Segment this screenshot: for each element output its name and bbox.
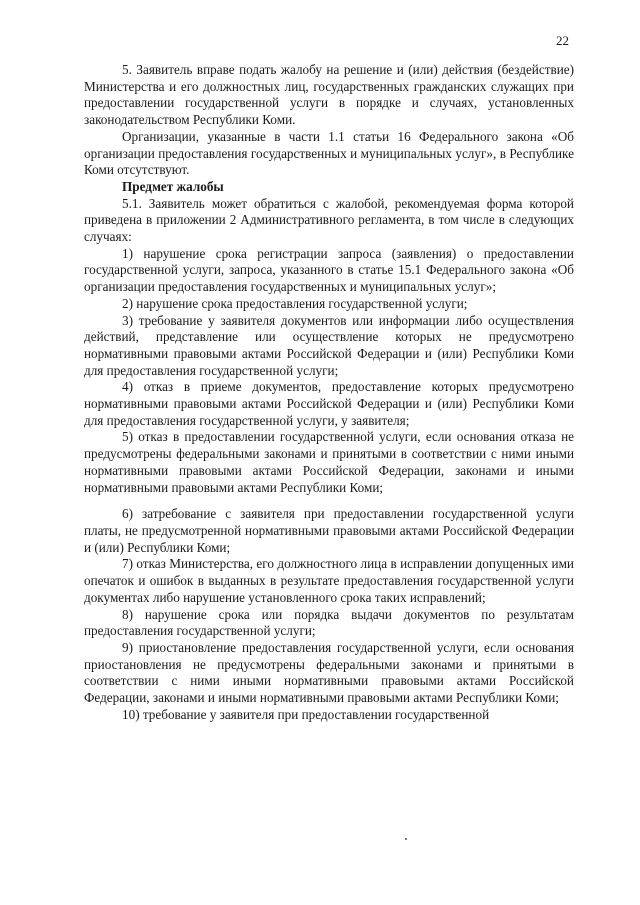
list-item-7: 7) отказ Министерства, его должностного лица в исправлении допущенных ими опечаток и ошибок в выданных в результате предоставления государственной услуги документах либо нарушение установленного срока таких исправлений;: [84, 556, 574, 605]
page-number: 22: [556, 33, 569, 48]
list-item-1: 1) нарушение срока регистрации запроса (заявления) о предоставлении государственной услуги, запроса, указанного в статье 15.1 Федерального закона «Об организации предоставления государственных и муниципальных услуг»;: [84, 245, 574, 295]
list-item-3: 3) требование у заявителя документов или информации либо осуществления действий, представление или осуществление которых не предусмотрено нормативными правовыми актами Российской Федерации и (или) Республики Коми для предоставления государственной услуги;: [84, 312, 574, 378]
list-item-8: 8) нарушение срока или порядка выдачи документов по результатам предоставления государственной услуги;: [84, 606, 574, 639]
list-item-2: 2) нарушение срока предоставления государственной услуги;: [122, 295, 468, 311]
list-item-4: 4) отказ в приеме документов, предоставление которых предусмотрено нормативными правовыми актами Российской Федерации и (или) Республики Коми для предоставления государственной услуги, у заявителя;: [84, 379, 574, 428]
list-item-5: 5) отказ в предоставлении государственной услуги, если основания отказа не предусмотрены федеральными законами и принятыми в соответствии с ними иными нормативными правовыми актами Российской Федерации, законами и иными нормативными правовыми актами Республики Коми;: [84, 429, 574, 495]
list-item-9: 9) приостановление предоставления государственной услуги, если основания приостановления не предусмотрены федеральными законами и принятыми в соответствии с ними иными нормативными правовыми актами Российской Федерации, законами и иными нормативными правовыми актами Республики Коми;: [84, 639, 574, 706]
document-body: [84, 62, 574, 723]
paragraph-appeal-right: 5. Заявитель вправе подать жалобу на решение и (или) действия (бездействие) Министерства и его должностных лиц, государственных гражданских служащих при предоставлении государственной услуги в порядке и случаях, установленных законодательством Республики Коми.: [84, 62, 574, 128]
section-heading: Предмет жалобы: [122, 178, 224, 194]
paragraph-organizations: Организации, указанные в части 1.1 статьи 16 Федерального закона «Об организации предоставления государственных и муниципальных услуг», в Республике Коми отсутствуют.: [84, 128, 574, 178]
list-item-10: 10) требование у заявителя при предоставлении государственной: [122, 706, 490, 722]
scan-speck: [405, 838, 407, 840]
paragraph-section-lead: 5.1. Заявитель может обратиться с жалобой, рекомендуемая форма которой приведена в приложении 2 Административного регламента, в том числе в следующих случаях:: [84, 195, 574, 245]
list-item-6: 6) затребование с заявителя при предоставлении государственной услуги платы, не предусмотренной нормативными правовыми актами Российской Федерации и (или) Республики Коми;: [84, 506, 574, 555]
